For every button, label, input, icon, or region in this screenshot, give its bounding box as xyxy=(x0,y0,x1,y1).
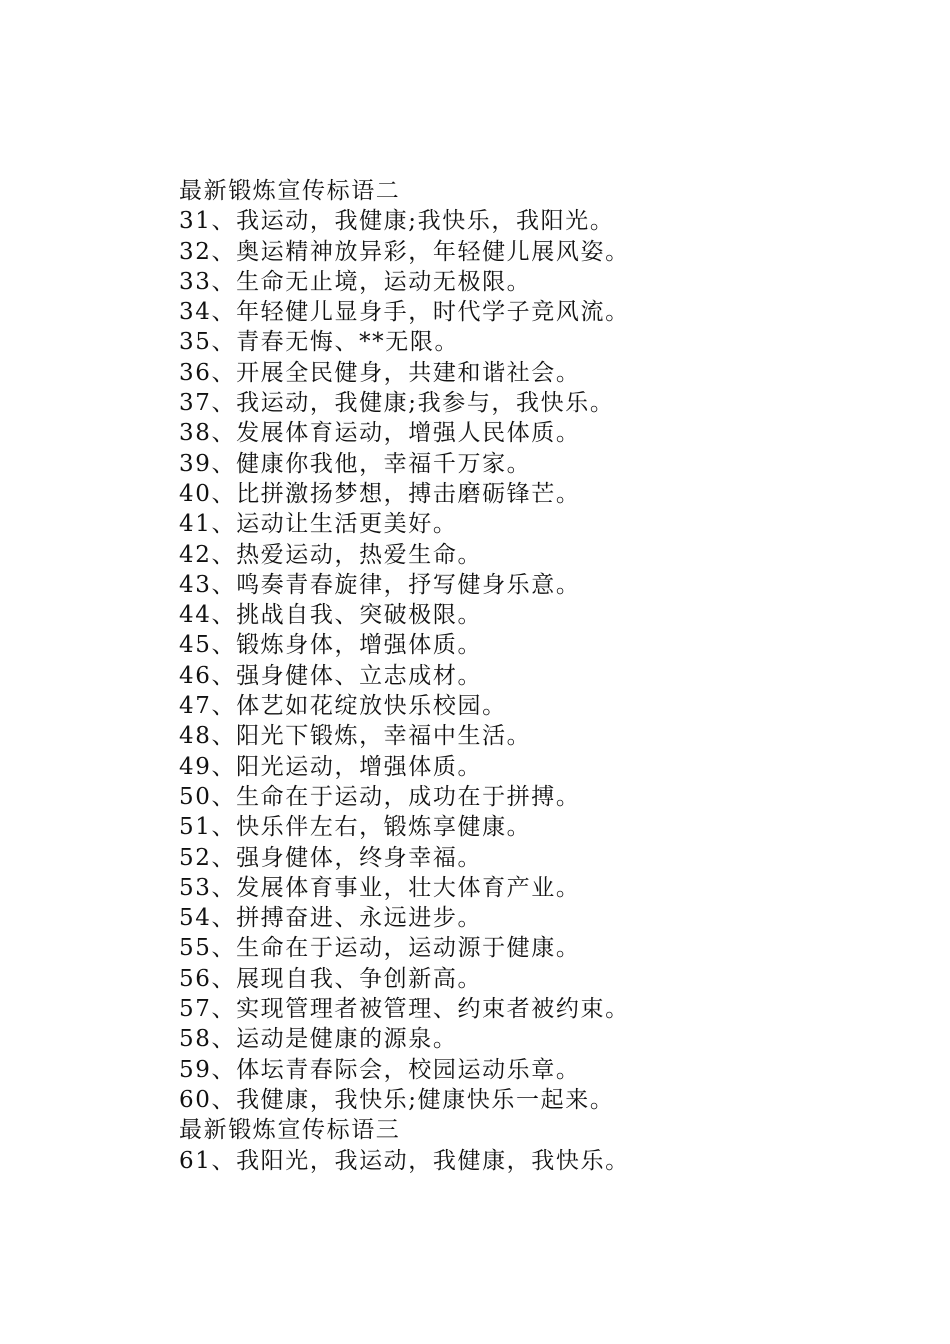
slogan-line: 38、发展体育运动，增强人民体质。 xyxy=(179,420,581,447)
slogan-line: 34、年轻健儿显身手，时代学子竞风流。 xyxy=(179,299,630,326)
slogan-line: 57、实现管理者被管理、约束者被约束。 xyxy=(179,996,630,1023)
slogan-line: 41、运动让生活更美好。 xyxy=(179,511,458,538)
slogan-line: 32、奥运精神放异彩，年轻健儿展风姿。 xyxy=(179,238,630,265)
slogan-line: 55、生命在于运动，运动源于健康。 xyxy=(179,935,581,962)
slogan-line: 56、展现自我、争创新高。 xyxy=(179,965,483,992)
slogan-line: 46、强身健体、立志成材。 xyxy=(179,662,483,689)
slogan-line: 48、阳光下锻炼，幸福中生活。 xyxy=(179,723,532,750)
slogan-line: 50、生命在于运动，成功在于拼搏。 xyxy=(179,783,581,810)
slogan-line: 45、锻炼身体，增强体质。 xyxy=(179,632,483,659)
slogan-line: 42、热爱运动，热爱生命。 xyxy=(179,541,483,568)
slogan-line: 47、体艺如花绽放快乐校园。 xyxy=(179,693,507,720)
section-heading: 最新锻炼宣传标语三 xyxy=(179,1117,401,1144)
slogan-line: 58、运动是健康的源泉。 xyxy=(179,1026,458,1053)
slogan-line: 43、鸣奏青春旋律，抒写健身乐意。 xyxy=(179,571,581,598)
slogan-line: 49、阳光运动，增强体质。 xyxy=(179,753,483,780)
slogan-line: 44、挑战自我、突破极限。 xyxy=(179,602,483,629)
slogan-line: 61、我阳光，我运动，我健康，我快乐。 xyxy=(179,1147,630,1174)
slogan-line: 54、拼搏奋进、永远进步。 xyxy=(179,905,483,932)
slogan-line: 53、发展体育事业，壮大体育产业。 xyxy=(179,874,581,901)
slogan-line: 59、体坛青春际会，校园运动乐章。 xyxy=(179,1056,581,1083)
slogan-line: 31、我运动，我健康;我快乐，我阳光。 xyxy=(179,208,615,235)
slogan-line: 36、开展全民健身，共建和谐社会。 xyxy=(179,359,581,386)
slogan-line: 39、健康你我他，幸福千万家。 xyxy=(179,450,532,477)
section-heading: 最新锻炼宣传标语二 xyxy=(179,178,401,204)
slogan-line: 60、我健康，我快乐;健康快乐一起来。 xyxy=(179,1086,615,1113)
slogan-line: 51、快乐伴左右，锻炼享健康。 xyxy=(179,814,532,841)
slogan-line: 37、我运动，我健康;我参与，我快乐。 xyxy=(179,390,615,417)
document-body xyxy=(179,176,879,1176)
slogan-line: 40、比拼激扬梦想，搏击磨砺锋芒。 xyxy=(179,480,581,507)
slogan-line: 33、生命无止境，运动无极限。 xyxy=(179,268,532,295)
slogan-line: 35、青春无悔、**无限。 xyxy=(179,329,460,356)
slogan-line: 52、强身健体，终身幸福。 xyxy=(179,844,483,871)
